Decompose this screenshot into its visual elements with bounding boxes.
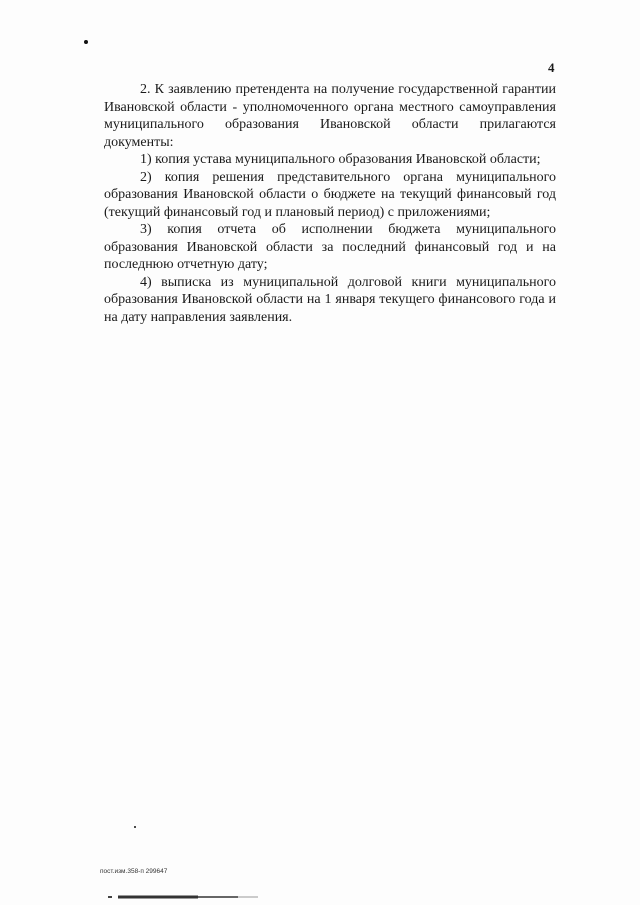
document-body: [104, 81, 556, 326]
list-item-3: 3) копия отчета об исполнении бюджета муниципального образования Ивановской области за последний финансовый год и на последнюю отчетную дату;: [104, 222, 556, 272]
list-item-4: 4) выписка из муниципальной долговой книги муниципального образования Ивановской области на 1 января текущего финансового года и на дату направления заявления.: [104, 274, 556, 325]
scan-mark-bottom: [134, 826, 136, 828]
list-item-2: 2) копия решения представительного органа муниципального образования Ивановской области о бюджете на текущий финансовый год (текущий финансовый год и плановый период) с приложениями;: [104, 169, 556, 220]
page-number: 4: [548, 60, 555, 75]
intro-paragraph: 2. К заявлению претендента на получение государственной гарантии Ивановской области - уполномоченного органа местного самоуправления муниципального образования Ивановской области прилагаются документы:: [104, 82, 556, 150]
scan-artifact-line: [108, 895, 258, 899]
scan-mark-top-left: [84, 40, 88, 44]
footer-code: пост.изм.358-п 299647: [100, 868, 168, 875]
list-item-1: 1) копия устава муниципального образования Ивановской области;: [140, 152, 541, 167]
